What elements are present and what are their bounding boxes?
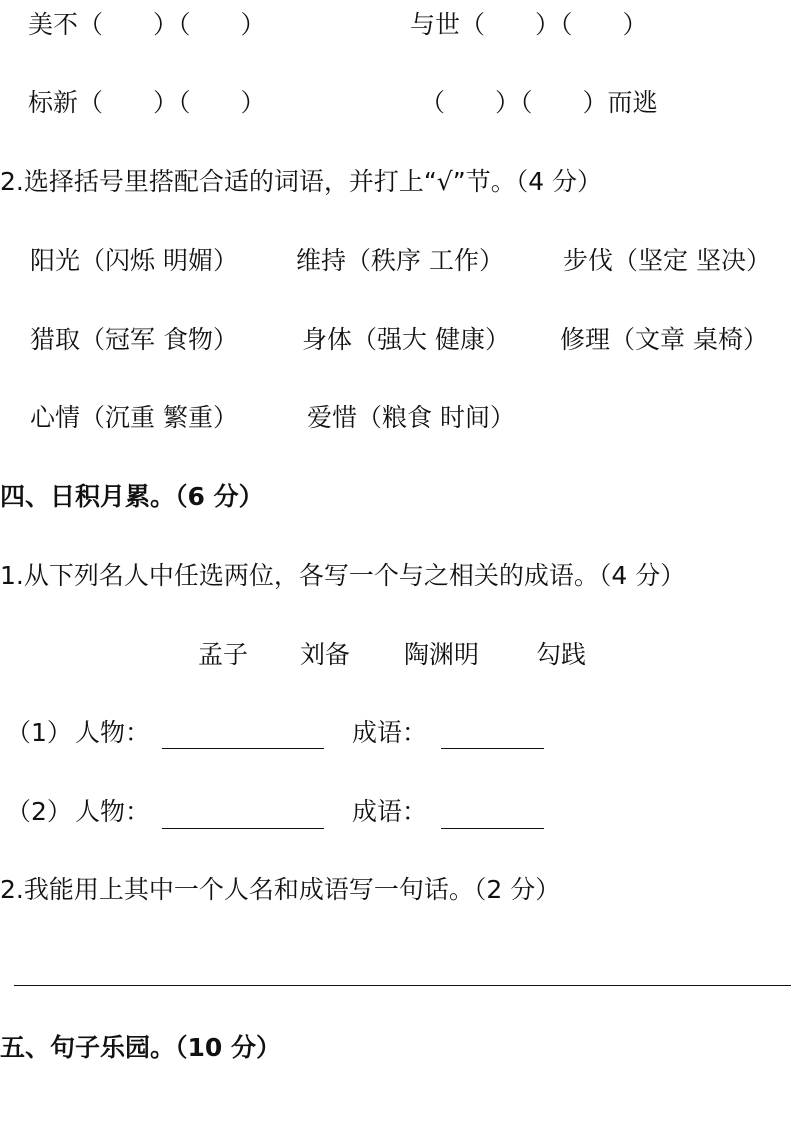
answer-row-number: （1） — [6, 718, 72, 747]
answer-row-number: （2） — [6, 797, 72, 826]
idiom-blank-4: （ ）（ ）而逃 — [420, 88, 658, 117]
idiom-answer-line[interactable] — [441, 828, 544, 829]
word-pair-item: 身体（强大 健康） — [302, 325, 510, 354]
word-pair-item: 修理（文章 桌椅） — [560, 325, 768, 354]
section-4-heading: 四、日积月累。（6 分） — [0, 482, 264, 511]
word-pair-item: 心情（沉重 繁重） — [30, 403, 238, 432]
person-answer-line[interactable] — [162, 828, 324, 829]
person-label: 人物： — [75, 718, 151, 747]
sentence-answer-line[interactable] — [14, 985, 791, 986]
idiom-answer-line[interactable] — [441, 748, 544, 749]
name-option: 刘备 — [300, 640, 351, 669]
idiom-blank-3: 标新（ ）（ ） — [28, 88, 266, 117]
section-4-q1-title: 1.从下列名人中任选两位，各写一个与之相关的成语。（4 分） — [0, 561, 686, 590]
word-pair-item: 猎取（冠军 食物） — [30, 325, 238, 354]
q2-title: 2.选择括号里搭配合适的词语，并打上“√”节。（4 分） — [0, 167, 603, 196]
word-pair-item: 阳光（闪烁 明媚） — [30, 246, 238, 275]
name-option: 孟子 — [198, 640, 249, 669]
word-pair-item: 步伐（坚定 坚决） — [563, 246, 771, 275]
idiom-label: 成语： — [352, 718, 428, 747]
person-label: 人物： — [75, 797, 151, 826]
idiom-blank-2: 与世（ ）（ ） — [410, 10, 648, 39]
section-5-heading: 五、句子乐园。（10 分） — [0, 1033, 281, 1062]
section-4-q2-title: 2.我能用上其中一个人名和成语写一句话。（2 分） — [0, 875, 561, 904]
name-option: 勾践 — [536, 640, 587, 669]
idiom-label: 成语： — [352, 797, 428, 826]
idiom-blank-1: 美不（ ）（ ） — [28, 10, 266, 39]
person-answer-line[interactable] — [162, 748, 324, 749]
word-pair-item: 维持（秩序 工作） — [296, 246, 504, 275]
word-pair-item: 爱惜（粮食 时间） — [307, 403, 515, 432]
name-option: 陶渊明 — [404, 640, 480, 669]
